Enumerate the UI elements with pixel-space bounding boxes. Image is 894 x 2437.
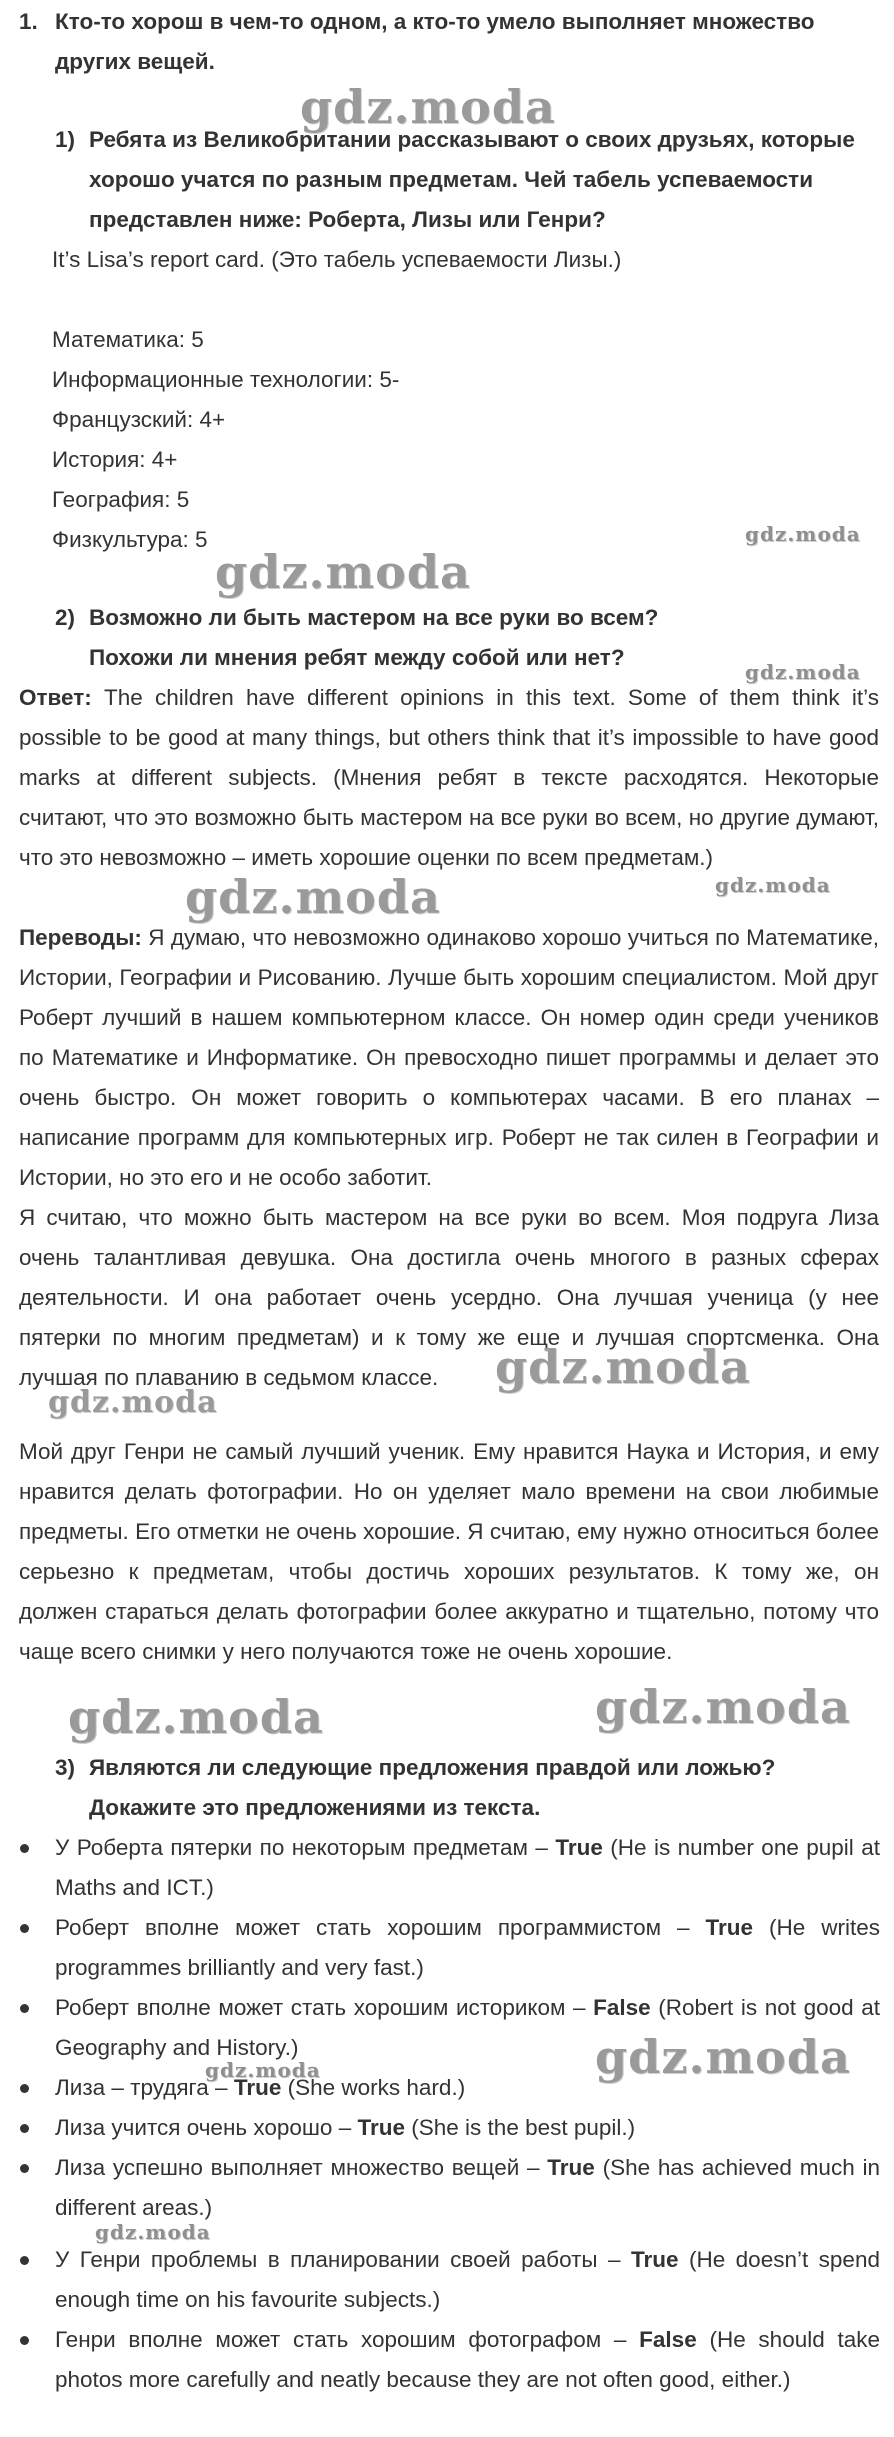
subtask-2-line-1: Возможно ли быть мастером на все руки во всем? xyxy=(89,605,659,630)
statement-text: У Роберта пятерки по некоторым предметам – xyxy=(55,1835,548,1860)
subtask-number: 1) xyxy=(55,127,76,152)
statement-text: Роберт вполне может стать хорошим историком – xyxy=(55,1995,586,2020)
task-1-heading xyxy=(19,2,894,42)
subtask-3-heading xyxy=(55,1748,894,1788)
subtask-3-line-1: Являются ли следующие предложения правдой или ложью? xyxy=(89,1755,776,1780)
subtask-1-line-2: хорошо учатся по разным предметам. Чей табель успеваемости xyxy=(89,167,814,192)
statement-text: Роберт вполне может стать хорошим программистом – xyxy=(55,1915,690,1940)
proof-text: (She is the best pupil.) xyxy=(411,2115,636,2140)
subtask-3-line-2: Докажите это предложениями из текста. xyxy=(89,1795,541,1820)
bullet-icon xyxy=(20,1924,29,1933)
watermark: gdz.moda xyxy=(715,873,831,897)
list-item-text xyxy=(55,2240,880,2320)
verdict: True xyxy=(555,1835,603,1860)
list-item-text xyxy=(55,2320,880,2400)
subtask-2-heading xyxy=(55,598,894,638)
grade-line: Французский: 4+ xyxy=(52,407,226,432)
watermark: gdz.moda xyxy=(95,2220,211,2244)
watermark: gdz.moda xyxy=(205,2058,321,2082)
translation-paragraph-2: Я считаю, что можно быть мастером на все руки во всем. Моя подруга Лиза очень талантливая девушка. Она достигла очень многого в разных сферах деятельности. И она работает очень усердно. Она лучшая ученица (у нее пятерки по многим предметам) и к тому же еще и лучшая спортсменка. Она лучшая по плаванию в седьмом классе. xyxy=(19,1205,879,1390)
subtask-1-answer: It’s Lisa’s report card. (Это табель успеваемости Лизы.) xyxy=(52,247,622,272)
bullet-icon xyxy=(20,2084,29,2093)
proof-text: (He is number one pupil at Maths and ICT.) xyxy=(55,1835,880,1900)
subtask-2-answer xyxy=(19,678,879,878)
list-item-text xyxy=(55,2068,880,2108)
subtask-number: 2) xyxy=(55,605,76,630)
watermark: gdz.moda xyxy=(300,80,556,134)
answer-text: The children have different opinions in this text. Some of them think it’s possible to be good at many things, but others think that it’s impossible to have good marks at different subjects. (Мнения ребят в тексте расходятся. Некоторые считают, что это возможно быть мастером на все руки во всем, но другие думают, что это невозможно – иметь хорошие оценки по всем предметам.) xyxy=(19,685,879,870)
proof-text: (He doesn’t spend enough time on his favourite subjects.) xyxy=(55,2247,880,2312)
watermark: gdz.moda xyxy=(745,660,861,684)
translation-paragraph-3: Мой друг Генри не самый лучший ученик. Ему нравится Наука и История, и ему нравится делать фотографии. Но он уделяет мало времени на свои любимые предметы. Его отметки не очень хорошие. Я считаю, ему нужно относиться более серьезно к предметам, чтобы достичь хороших результатов. К тому же, он должен стараться делать фотографии более аккуратно и тщательно, потому что чаще всего снимки у него получаются тоже не очень хорошие. xyxy=(19,1439,879,1664)
proof-text: (He writes programmes brilliantly and very fast.) xyxy=(55,1915,880,1980)
statement-text: Лиза успешно выполняет множество вещей – xyxy=(55,2155,540,2180)
proof-text: (She has achieved much in different areas.) xyxy=(55,2155,880,2220)
verdict: True xyxy=(357,2115,406,2140)
subtask-2-line-2: Похожи ли мнения ребят между собой или нет? xyxy=(89,645,625,670)
bullet-icon xyxy=(20,2256,29,2265)
answer-label: Ответ: xyxy=(19,685,92,710)
task-1-title-line-2: других вещей. xyxy=(55,49,215,74)
watermark: gdz.moda xyxy=(215,545,471,599)
watermark: gdz.moda xyxy=(595,1680,851,1734)
list-item-text xyxy=(55,1828,880,1908)
statement-text: Лиза учится очень хорошо – xyxy=(55,2115,352,2140)
list-item-text xyxy=(55,2148,880,2228)
watermark: gdz.moda xyxy=(595,2030,851,2084)
task-1-title-line-1: Кто-то хорош в чем-то одном, а кто-то умело выполняет множество xyxy=(55,9,815,34)
watermark: gdz.moda xyxy=(48,1385,218,1420)
grade-line: Математика: 5 xyxy=(52,327,204,352)
watermark: gdz.moda xyxy=(745,522,861,546)
statement-text: Генри вполне может стать хорошим фотографом – xyxy=(55,2327,627,2352)
bullet-icon xyxy=(20,2004,29,2013)
subtask-1-line-3: представлен ниже: Роберта, Лизы или Генри? xyxy=(89,207,606,232)
watermark: gdz.moda xyxy=(495,1340,751,1394)
proof-text: (Robert is not good at Geography and History.) xyxy=(55,1995,880,2060)
subtask-1-line-1: Ребята из Великобритании рассказывают о своих друзьях, которые xyxy=(89,127,855,152)
subtask-number: 3) xyxy=(55,1755,76,1780)
verdict: False xyxy=(593,1995,651,2020)
proof-text: (She works hard.) xyxy=(287,2075,466,2100)
watermark: gdz.moda xyxy=(185,870,441,924)
grade-line: Физкультура: 5 xyxy=(52,527,208,552)
translations-label: Переводы: xyxy=(19,925,142,950)
bullet-icon xyxy=(20,2164,29,2173)
verdict: False xyxy=(639,2327,697,2352)
subtask-1-heading xyxy=(55,120,894,160)
proof-text: (He should take photos more carefully and neatly because they are not often good, either.) xyxy=(55,2327,880,2392)
task-number: 1. xyxy=(19,9,38,34)
grade-line: Информационные технологии: 5- xyxy=(52,367,400,392)
statement-text: У Генри проблемы в планировании своей работы – xyxy=(55,2247,621,2272)
verdict: True xyxy=(233,2075,282,2100)
list-item-text xyxy=(55,2108,880,2148)
bullet-icon xyxy=(20,2124,29,2133)
grade-line: География: 5 xyxy=(52,487,190,512)
translation-text: Я думаю, что невозможно одинаково хорошо учиться по Математике, Истории, Географии и Рисованию. Лучше быть хорошим специалистом. Мой друг Роберт лучший в нашем компьютерном классе. Он номер один среди учеников по Математике и Информатике. Он превосходно пишет программы и делает это очень быстро. Он может говорить о компьютерах часами. В его планах – написание программ для компьютерных игр. Роберт не так силен в Географии и Истории, но это его и не особо заботит. xyxy=(19,925,879,1190)
translation-paragraph-1 xyxy=(19,918,879,1198)
watermark: gdz.moda xyxy=(68,1690,324,1744)
verdict: True xyxy=(630,2247,679,2272)
grade-line: История: 4+ xyxy=(52,447,178,472)
verdict: True xyxy=(547,2155,595,2180)
bullet-icon xyxy=(20,2336,29,2345)
statement-text: Лиза – трудяга – xyxy=(55,2075,228,2100)
list-item-text xyxy=(55,1908,880,1988)
verdict: True xyxy=(705,1915,754,1940)
bullet-icon xyxy=(20,1844,29,1853)
